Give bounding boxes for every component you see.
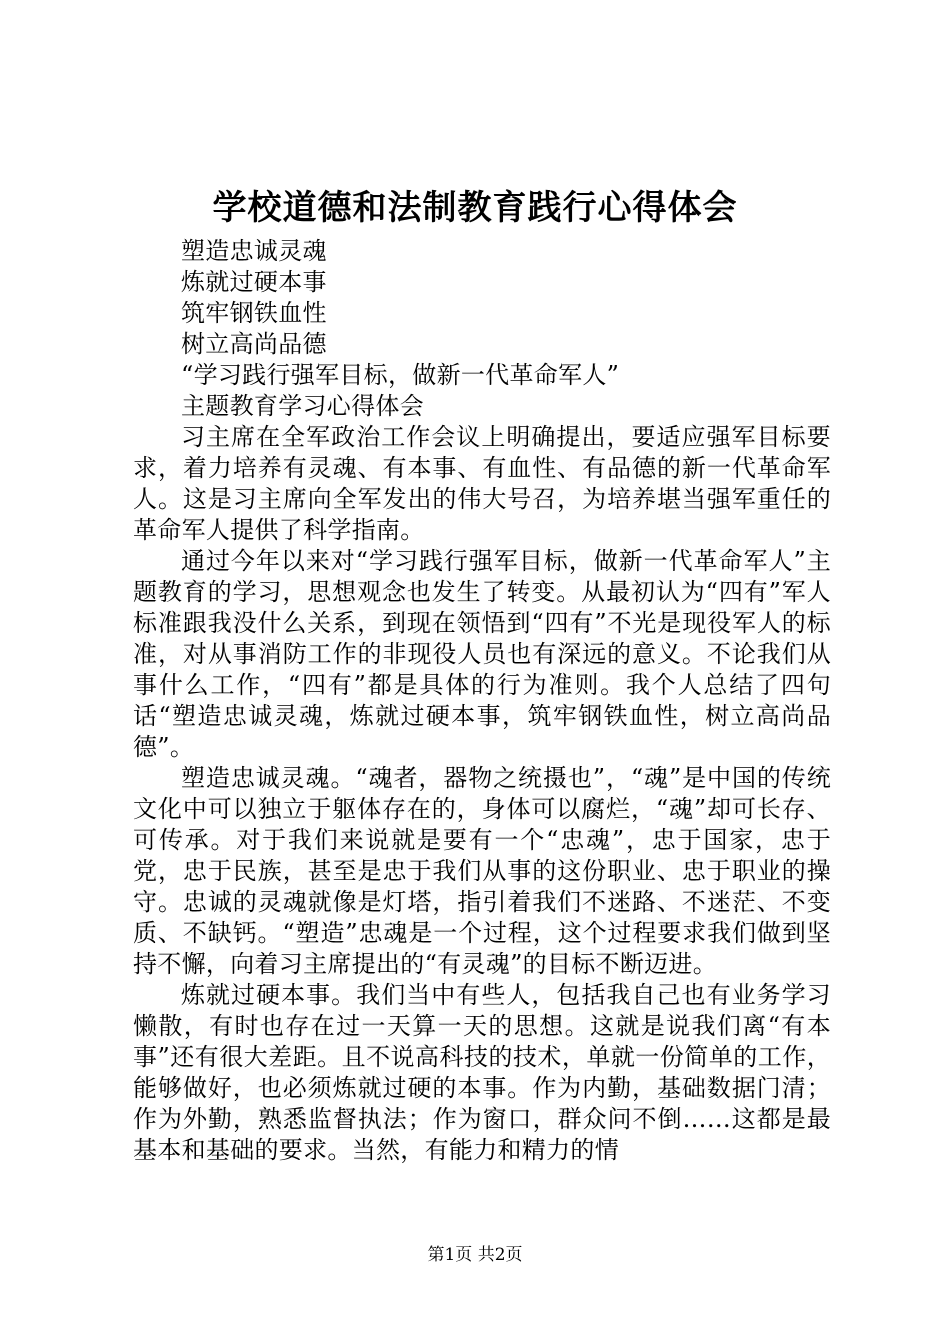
subtitle-line: 主题教育学习心得体会 — [181, 392, 424, 420]
body-paragraph: 习主席在全军政治工作会议上明确提出，要适应强军目标要求，着力培养有灵魂、有本事、有血性、有品德的新一代革命军人。这是习主席向全军发出的伟大号召，为培养堪当强军重任的革命军人提供了科学指南。 — [133, 423, 831, 544]
body-paragraph: 炼就过硬本事。我们当中有些人，包括我自己也有业务学习懒散，有时也存在过一天算一天的思想。这就是说我们离“有本事”还有很大差距。且不说高科技的技术，单就一份简单的工作，能够做好，也必须炼就过硬的本事。作为内勤，基础数据门清；作为外勤，熟悉监督执法；作为窗口，群众问不倒……这都是最基本和基础的要求。当然，有能力和精力的情 — [133, 981, 831, 1164]
body-paragraph: 塑造忠诚灵魂。“魂者，器物之统摄也”，“魂”是中国的传统文化中可以独立于躯体存在的，身体可以腐烂，“魂”却可长存、可传承。对于我们来说就是要有一个“忠魂”，忠于国家，忠于党，忠于民族，甚至是忠于我们从事的这份职业、忠于职业的操守。忠诚的灵魂就像是灯塔，指引着我们不迷路、不迷茫、不变质、不缺钙。“塑造”忠魂是一个过程，这个过程要求我们做到坚持不懈，向着习主席提出的“有灵魂”的目标不断迈进。 — [133, 764, 831, 978]
subtitle-line: “学习践行强军目标，做新一代革命军人” — [181, 361, 620, 389]
subtitle-line: 炼就过硬本事 — [181, 268, 327, 296]
document-body — [133, 236, 831, 1166]
body-paragraph: 通过今年以来对“学习践行强军目标，做新一代革命军人”主题教育的学习，思想观念也发生了转变。从最初认为“四有”军人标准跟我没什么关系，到现在领悟到“四有”不光是现役军人的标准，对从事消防工作的非现役人员也有深远的意义。不论我们从事什么工作，“四有”都是具体的行为准则。我个人总结了四句话“塑造忠诚灵魂，炼就过硬本事，筑牢钢铁血性，树立高尚品德”。 — [133, 547, 831, 761]
subtitle-line: 筑牢钢铁血性 — [181, 299, 327, 327]
document-title: 学校道德和法制教育践行心得体会 — [212, 188, 738, 228]
page-footer: 第1页 共2页 — [427, 1245, 523, 1265]
subtitle-line: 塑造忠诚灵魂 — [181, 237, 327, 265]
subtitle-line: 树立高尚品德 — [181, 330, 327, 358]
